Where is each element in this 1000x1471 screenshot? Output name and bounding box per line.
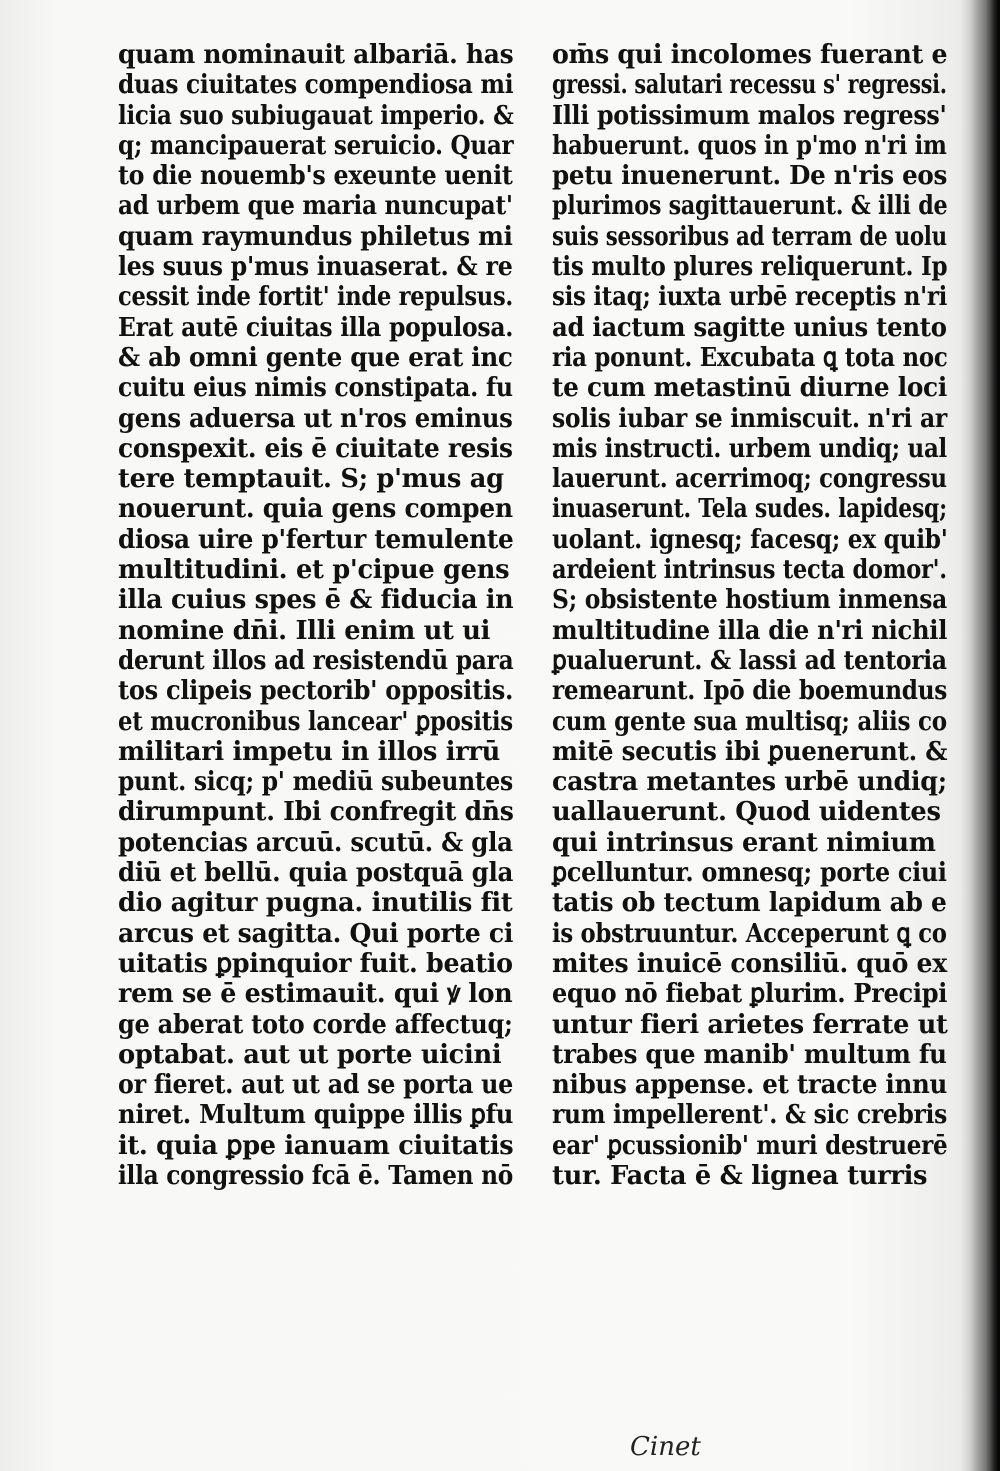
text-line: optabat. aut ut porte uicini xyxy=(118,1039,502,1070)
text-line: trabes que manib' multum fu xyxy=(552,1039,947,1070)
text-line: quam nominauit albariā. has xyxy=(118,40,514,70)
text-line: dirumpunt. Ibi confregit dn̄s xyxy=(118,797,514,828)
text-line: suis sessoribus ad terram de uolu xyxy=(552,221,947,252)
text-line: cuitu eius nimis constipata. fu xyxy=(118,373,513,404)
text-line: ge aberat toto corde affectuq; xyxy=(118,1009,513,1040)
text-line: tos clipeis pectorib' oppositis. xyxy=(118,676,514,707)
text-line: mitē secutis ibi ꝑuenerunt. & xyxy=(552,736,948,767)
text-line: or fieret. aut ut ad se porta ue xyxy=(118,1070,513,1101)
text-line: solis iubar se inmiscuit. n'ri ar xyxy=(552,403,947,434)
text-line: militari impetu in illos irrū xyxy=(118,736,501,767)
text-line: ad iactum sagitte unius tento xyxy=(552,312,947,343)
text-line: tere temptauit. S; p'mus ag xyxy=(118,464,504,495)
text-line: uallauerunt. Quod uidentes xyxy=(552,797,941,828)
text-line: niret. Multum quippe illis ꝑfu xyxy=(118,1100,514,1131)
text-line: ria ponunt. Excubata ꝗ tota noc xyxy=(552,342,948,373)
text-line: duas ciuitates compendiosa mi xyxy=(118,70,514,101)
text-line: & ab omni gente que erat inc xyxy=(118,342,513,373)
text-line: mites inuicē consiliū. quō ex xyxy=(552,948,947,979)
text-line: diū et bellū. quia postquā gla xyxy=(118,858,514,889)
page-edge-shadow xyxy=(970,0,1000,1471)
text-line: conspexit. eis ē ciuitate resis xyxy=(118,433,513,464)
text-line: plurimos sagittauerunt. & illi de xyxy=(552,191,948,222)
text-line: multitudini. et p'cipue gens xyxy=(118,555,510,586)
text-line: it. quia ꝑpe ianuam ciuitatis xyxy=(118,1130,514,1161)
text-line: tur. Facta ē & lignea turris xyxy=(552,1160,928,1191)
text-line: mis instructi. urbem undiq; ual xyxy=(552,433,947,464)
text-line: ꝑualuerunt. & lassi ad tentoria xyxy=(552,645,947,676)
text-line: et mucronibus lancear' ꝑpositis xyxy=(118,706,513,737)
text-line: illa cuius spes ē & fiducia in xyxy=(118,585,514,616)
text-line: illa congressio fcā ē. Tamen nō xyxy=(118,1160,513,1191)
text-line: om̄s qui incolomes fuerant e xyxy=(552,40,948,70)
text-line: les suus p'mus inuaserat. & re xyxy=(118,252,513,283)
text-line: punt. sicq; p' mediū subeuntes xyxy=(118,767,513,798)
text-line: te cum metastinū diurne loci xyxy=(552,373,947,404)
text-line: diosa uire p'fertur temulente xyxy=(118,524,514,555)
text-line: ꝑcelluntur. omnesq; porte ciui xyxy=(552,858,947,889)
catchword: Cinet xyxy=(630,1432,701,1462)
text-line: multitudine illa die n'ri nichil xyxy=(552,615,948,646)
left-text-column xyxy=(118,40,518,1191)
text-line: arcus et sagitta. Qui porte ci xyxy=(118,918,514,949)
text-line: rum impellerent'. & sic crebris xyxy=(552,1100,948,1131)
text-line: quam raymundus philetus mi xyxy=(118,221,513,252)
text-line: ardeient intrinsus tecta domor'. xyxy=(552,555,947,586)
text-line: ear' ꝑcussionib' muri destruerē xyxy=(552,1130,948,1161)
text-line: dio agitur pugna. inutilis fit xyxy=(118,888,513,919)
text-line: tis multo plures reliquerunt. Ip xyxy=(552,252,948,283)
text-line: S; obsistente hostium inmensa xyxy=(552,585,948,616)
text-line: nibus appense. et tracte innu xyxy=(552,1070,948,1101)
text-line: derunt illos ad resistendū para xyxy=(118,645,514,676)
text-line: uolant. ignesq; facesq; ex quib' xyxy=(552,524,948,555)
text-line: sis itaq; iuxta urbē receptis n'ri xyxy=(552,282,948,313)
text-line: nomine dn̄i. Illi enim ut ui xyxy=(118,615,491,646)
right-text-column xyxy=(552,40,952,1191)
text-line: cessit inde fortit' inde repulsus. xyxy=(118,282,513,313)
text-line: Illi potissimum malos regress' xyxy=(552,100,947,131)
text-line: Erat autē ciuitas illa populosa. xyxy=(118,312,514,343)
text-line: to die nouemb's exeunte uenit xyxy=(118,161,513,192)
text-line: q; mancipauerat seruicio. Quar xyxy=(118,130,514,161)
text-line: untur fieri arietes ferrate ut xyxy=(552,1009,948,1040)
text-line: petu inuenerunt. De n'ris eos xyxy=(552,161,948,192)
text-line: potencias arcuū. scutū. & gla xyxy=(118,827,513,858)
text-line: uitatis ꝑpinquior fuit. beatio xyxy=(118,948,513,979)
text-line: gens aduersa ut n'ros eminus xyxy=(118,403,513,434)
text-line: habuerunt. quos in p'mo n'ri im xyxy=(552,130,947,161)
text-line: remearunt. Ipō die boemundus xyxy=(552,676,948,707)
text-line: cum gente sua multisq; aliis co xyxy=(552,706,947,737)
text-line: inuaserunt. Tela sudes. lapidesq; xyxy=(552,494,947,525)
text-line: ad urbem que maria nuncupat' xyxy=(118,191,513,222)
text-line: tatis ob tectum lapidum ab e xyxy=(552,888,947,919)
text-line: castra metantes urbē undiq; xyxy=(552,767,947,798)
text-line: nouerunt. quia gens compen xyxy=(118,494,513,525)
text-line: gressi. salutari recessu s' regressi. xyxy=(552,70,947,101)
text-line: qui intrinsus erant nimium xyxy=(552,827,936,858)
text-line: equo nō fiebat ꝑlurim. Precipi xyxy=(552,979,948,1010)
text-line: rem se ē estimauit. qui ꝟ lon xyxy=(118,979,513,1010)
text-line: licia suo subiugauat imperio. & xyxy=(118,100,514,131)
text-line: is obstruuntur. Acceperunt ꝗ co xyxy=(552,918,947,949)
text-line: lauerunt. acerrimoq; congressu xyxy=(552,464,947,495)
